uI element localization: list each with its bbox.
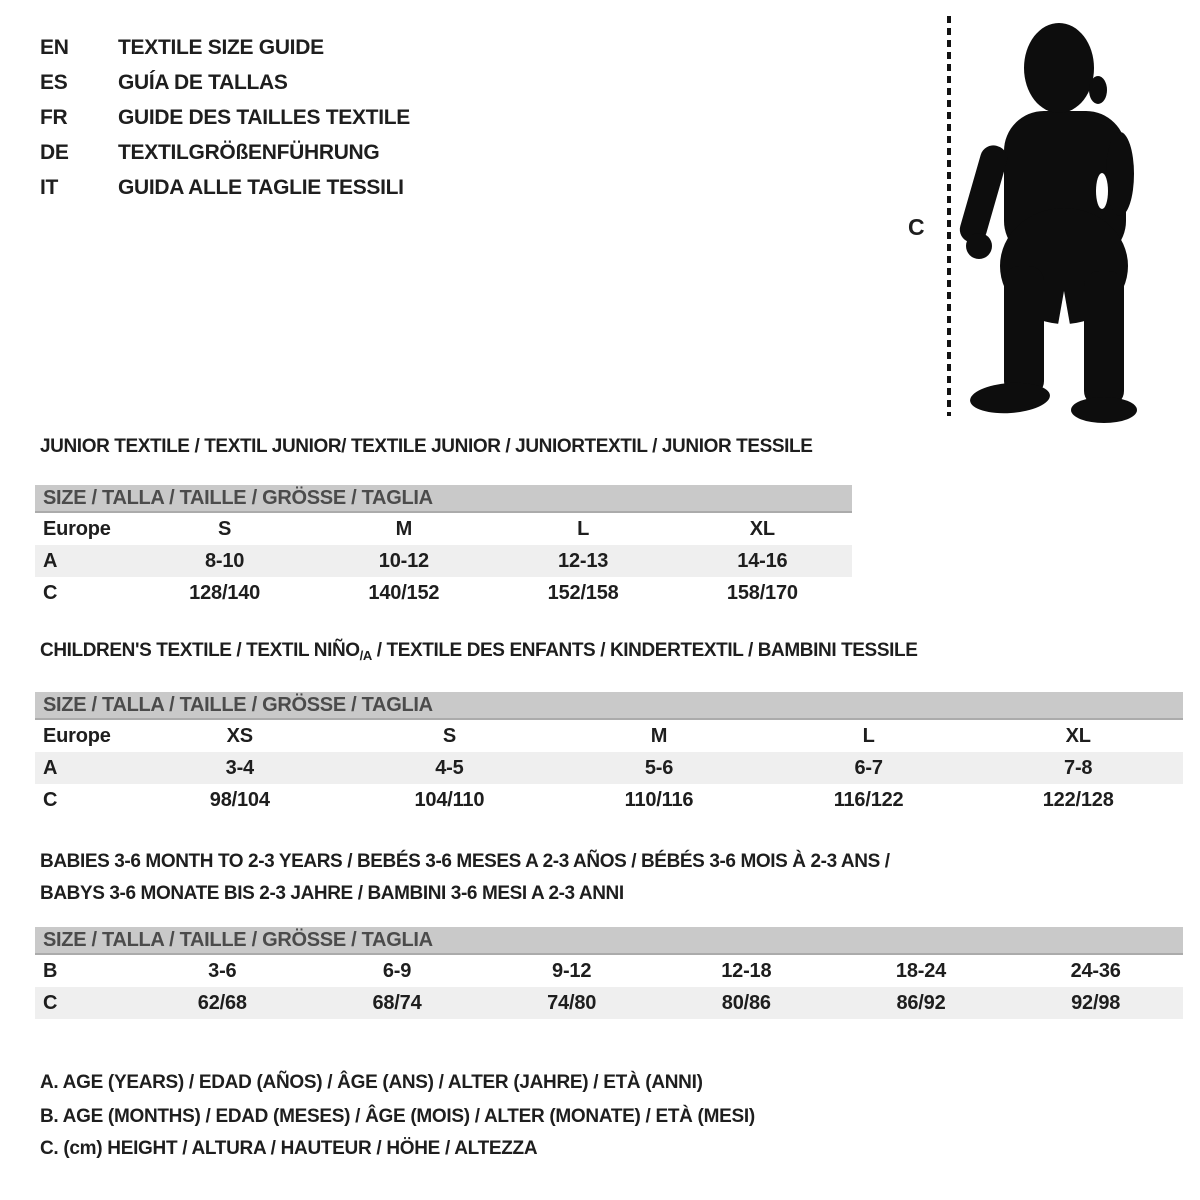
age-cell: 18-24 (895, 959, 947, 982)
height-cell: 140/152 (368, 581, 440, 604)
table-row-age (35, 545, 852, 577)
size-header-label: SIZE / TALLA / TAILLE / GRÖSSE / TAGLIA (43, 693, 433, 716)
language-title: TEXTILGRÖßENFÜHRUNG (118, 140, 380, 164)
age-cell: 5-6 (644, 756, 674, 779)
table-row-europe (35, 513, 852, 545)
age-cell: 24-36 (1070, 959, 1121, 982)
children-section-title (40, 640, 917, 663)
size-cell: XS (226, 724, 253, 747)
size-cell: L (862, 724, 875, 747)
height-cell: 68/74 (372, 991, 422, 1014)
babies-section-title-line1: BABIES 3-6 MONTH TO 2-3 YEARS / BEBÉS 3-6 MESES A 2-3 AÑOS / BÉBÉS 3-6 MOIS À 2-3 ANS / (40, 851, 890, 872)
language-row-it (40, 170, 410, 205)
row-label: Europe (43, 724, 111, 747)
age-cell: 9-12 (552, 959, 592, 982)
children-title-sub: /A (359, 648, 372, 663)
age-cell: 4-5 (435, 756, 464, 779)
height-cell: 98/104 (209, 788, 270, 811)
height-cell: 128/140 (189, 581, 261, 604)
height-measure-label: C (908, 214, 925, 240)
language-title: GUIDE DES TAILLES TEXTILE (118, 105, 410, 129)
height-cell: 158/170 (726, 581, 798, 604)
language-code: FR (40, 105, 68, 129)
legend-line-height: C. (cm) HEIGHT / ALTURA / HAUTEUR / HÖHE / ALTEZZA (40, 1138, 538, 1159)
size-header-label: SIZE / TALLA / TAILLE / GRÖSSE / TAGLIA (43, 486, 433, 509)
children-size-table (35, 692, 1183, 816)
language-title: TEXTILE SIZE GUIDE (118, 35, 324, 59)
age-cell: 8-10 (205, 549, 245, 572)
legend-line-age-months: B. AGE (MONTHS) / EDAD (MESES) / ÂGE (MOIS) / ALTER (MONATE) / ETÀ (MESI) (40, 1106, 755, 1127)
size-cell: S (442, 724, 456, 747)
height-cell: 74/80 (547, 991, 597, 1014)
height-cell: 80/86 (721, 991, 771, 1014)
age-cell: 12-18 (721, 959, 772, 982)
height-cell: 110/116 (624, 788, 694, 811)
language-code: DE (40, 140, 69, 164)
junior-section-title: JUNIOR TEXTILE / TEXTIL JUNIOR/ TEXTILE JUNIOR / JUNIORTEXTIL / JUNIOR TESSILE (40, 436, 813, 457)
table-row-height (35, 784, 1183, 816)
age-cell: 6-7 (854, 756, 883, 779)
table-row-height (35, 577, 852, 609)
size-cell: L (577, 517, 590, 540)
table-row-age (35, 752, 1183, 784)
row-label: B (43, 959, 58, 982)
language-list (40, 30, 410, 205)
size-header-label: SIZE / TALLA / TAILLE / GRÖSSE / TAGLIA (43, 928, 433, 951)
age-cell: 7-8 (1064, 756, 1093, 779)
age-cell: 3-6 (208, 959, 237, 982)
row-label: C (43, 991, 58, 1014)
size-cell: XL (1065, 724, 1091, 747)
language-code: ES (40, 70, 68, 94)
language-title: GUIDA ALLE TAGLIE TESSILI (118, 175, 404, 199)
size-cell: M (650, 724, 668, 747)
language-row-fr (40, 100, 410, 135)
row-label: A (43, 756, 58, 779)
language-code: EN (40, 35, 69, 59)
children-title-pre: CHILDREN'S TEXTILE / TEXTIL NIÑO (40, 640, 360, 661)
size-cell: S (218, 517, 232, 540)
babies-size-table (35, 927, 1183, 1019)
size-header-bar (35, 692, 1183, 720)
row-label: C (43, 788, 58, 811)
language-code: IT (40, 175, 59, 199)
height-cell: 86/92 (896, 991, 946, 1014)
size-header-bar (35, 485, 852, 513)
age-cell: 14-16 (737, 549, 788, 572)
baby-silhouette-icon (952, 6, 1152, 426)
table-row-europe (35, 720, 1183, 752)
language-row-es (40, 65, 410, 100)
height-dashed-line (947, 16, 951, 416)
height-cell: 104/110 (414, 788, 485, 811)
row-label: Europe (43, 517, 111, 540)
children-title-post: / TEXTILE DES ENFANTS / KINDERTEXTIL / BAMBINI TESSILE (371, 640, 918, 661)
height-cell: 116/122 (833, 788, 904, 811)
legend-line-age-years: A. AGE (YEARS) / EDAD (AÑOS) / ÂGE (ANS) / ALTER (JAHRE) / ETÀ (ANNI) (40, 1072, 703, 1093)
age-cell: 6-9 (382, 959, 412, 982)
height-cell: 62/68 (197, 991, 247, 1014)
table-row-months (35, 955, 1183, 987)
language-row-de (40, 135, 410, 170)
height-cell: 152/158 (547, 581, 619, 604)
row-label: A (43, 549, 58, 572)
age-cell: 3-4 (225, 756, 254, 779)
age-cell: 10-12 (378, 549, 429, 572)
language-title: GUÍA DE TALLAS (118, 70, 288, 94)
row-label: C (43, 581, 58, 604)
height-cell: 92/98 (1071, 991, 1121, 1014)
language-row-en (40, 30, 410, 65)
size-cell: XL (749, 517, 775, 540)
babies-section-title-line2: BABYS 3-6 MONATE BIS 2-3 JAHRE / BAMBINI 3-6 MESI A 2-3 ANNI (40, 883, 624, 904)
size-cell: M (395, 517, 413, 540)
junior-size-table (35, 485, 852, 609)
age-cell: 12-13 (558, 549, 609, 572)
table-row-height (35, 987, 1183, 1019)
size-header-bar (35, 927, 1183, 955)
height-cell: 122/128 (1042, 788, 1114, 811)
